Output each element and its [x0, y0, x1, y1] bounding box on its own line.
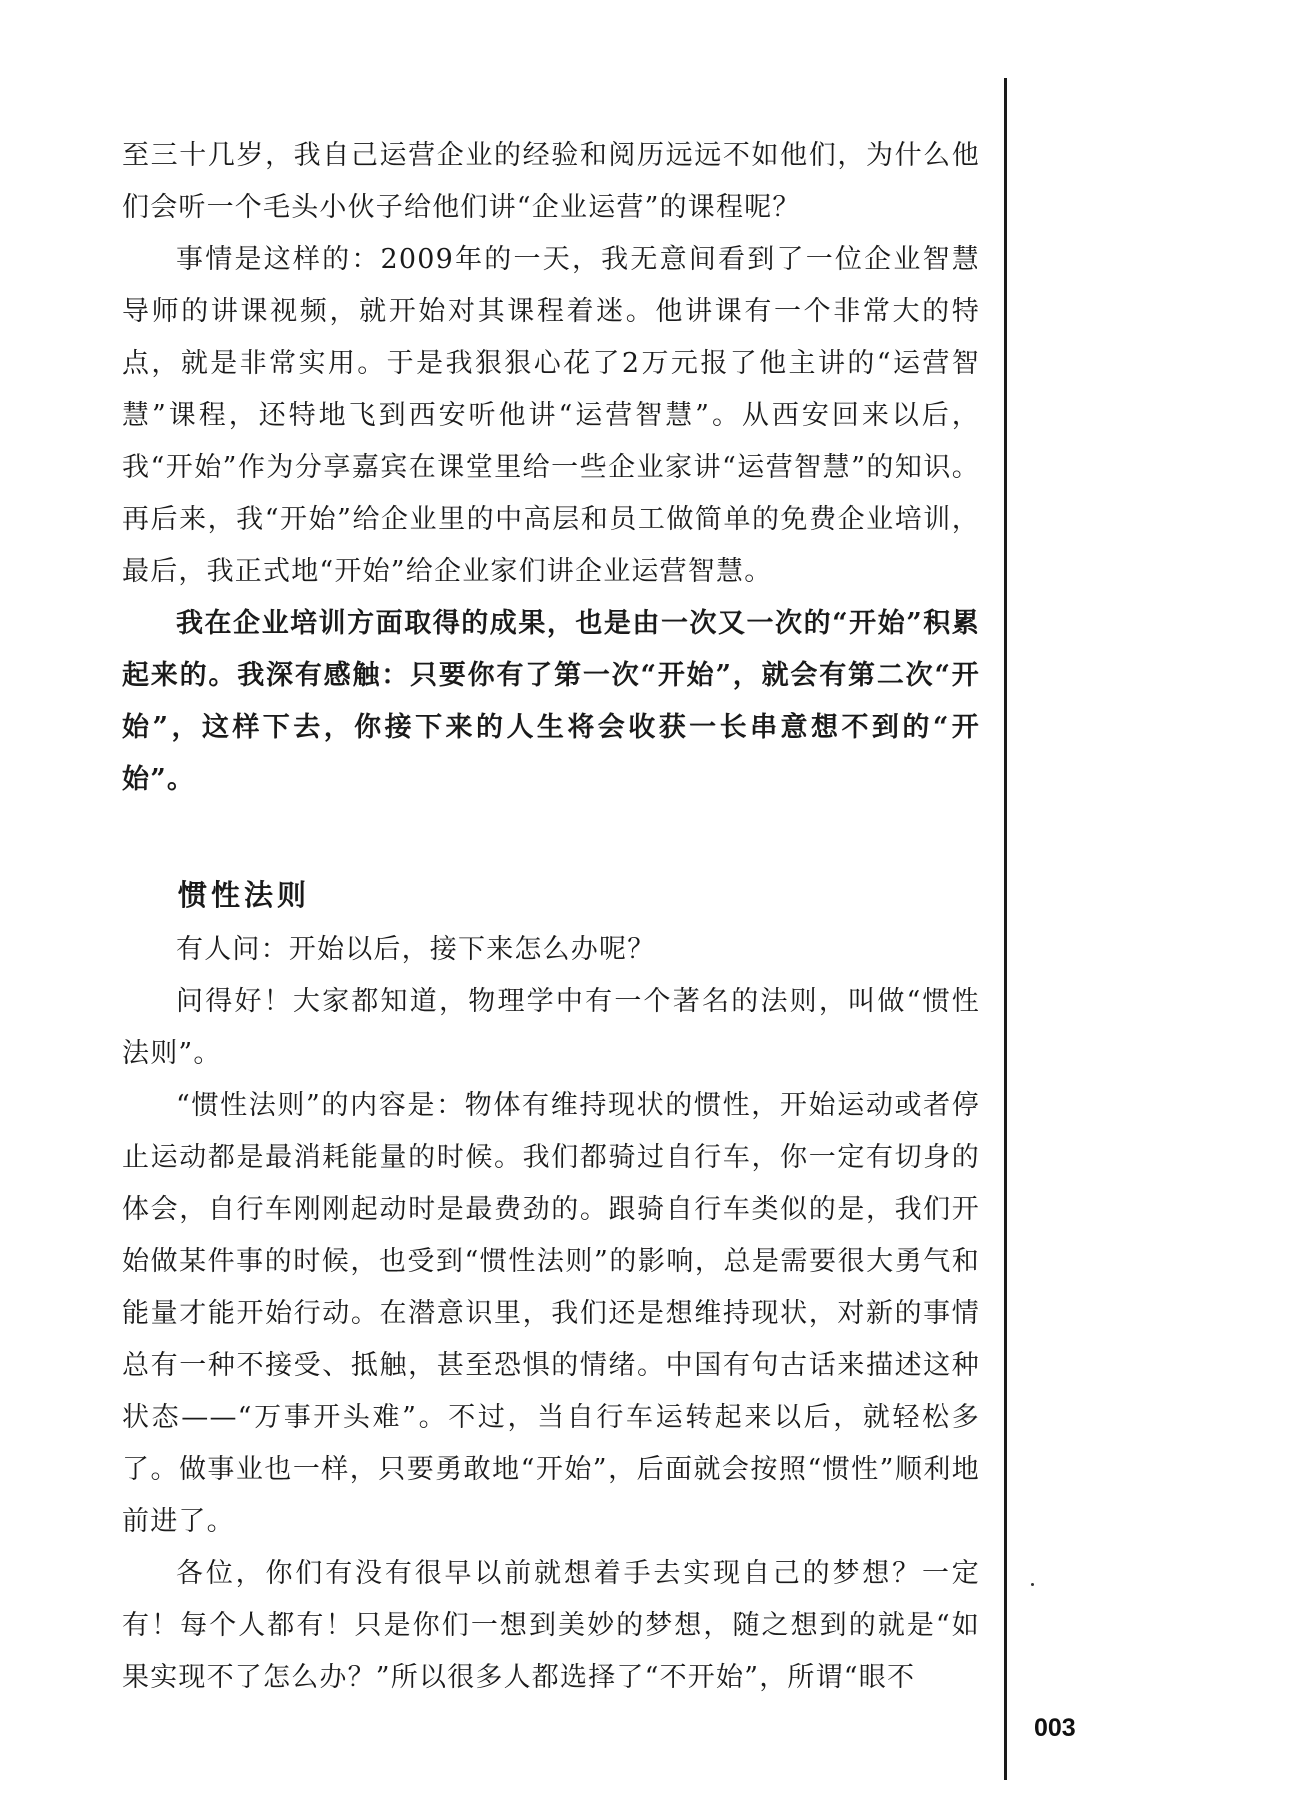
paragraph: 各位，你们有没有很早以前就想着手去实现自己的梦想？一定有！每个人都有！只是你们一想到美妙的梦想，随之想到的就是“如果实现不了怎么办？”所以很多人都选择了“不开始”，所谓“眼不	[122, 1558, 980, 1693]
scan-speck	[1031, 1583, 1034, 1586]
paragraph-emphasis: 我在企业培训方面取得的成果，也是由一次又一次的“开始”积累起来的。我深有感触：只要你有了第一次“开始”，就会有第二次“开始”，这样下去，你接下来的人生将会收获一长串意想不到的“开始”。	[122, 608, 980, 795]
paragraph: 问得好！大家都知道，物理学中有一个著名的法则，叫做“惯性法则”。	[122, 986, 980, 1069]
page-number: 003	[1034, 1714, 1076, 1742]
section-heading: 惯性法则	[178, 878, 311, 912]
paragraph-continued: 至三十几岁，我自己运营企业的经验和阅历远远不如他们，为什么他们会听一个毛头小伙子给他们讲“企业运营”的课程呢？	[122, 140, 980, 223]
paragraph: “惯性法则”的内容是：物体有维持现状的惯性，开始运动或者停止运动都是最消耗能量的时候。我们都骑过自行车，你一定有切身的体会，自行车刚刚起动时是最费劲的。跟骑自行车类似的是，我们开始做某件事的时候，也受到“惯性法则”的影响，总是需要很大勇气和能量才能开始行动。在潜意识里，我们还是想维持现状，对新的事情总有一种不接受、抵触，甚至恐惧的情绪。中国有句古话来描述这种状态——“万事开头难”。不过，当自行车运转起来以后，就轻松多了。做事业也一样，只要勇敢地“开始”，后面就会按照“惯性”顺利地前进了。	[122, 1090, 980, 1537]
body-text	[122, 130, 980, 1704]
paragraph: 有人问：开始以后，接下来怎么办呢？	[176, 934, 656, 965]
margin-rule	[1004, 78, 1007, 1780]
paragraph: 事情是这样的：2009年的一天，我无意间看到了一位企业智慧导师的讲课视频，就开始对其课程着迷。他讲课有一个非常大的特点，就是非常实用。于是我狠狠心花了2万元报了他主讲的“运营智慧”课程，还特地飞到西安听他讲“运营智慧”。从西安回来以后，我“开始”作为分享嘉宾在课堂里给一些企业家讲“运营智慧”的知识。再后来，我“开始”给企业里的中高层和员工做简单的免费企业培训，最后，我正式地“开始”给企业家们讲企业运营智慧。	[122, 244, 980, 587]
